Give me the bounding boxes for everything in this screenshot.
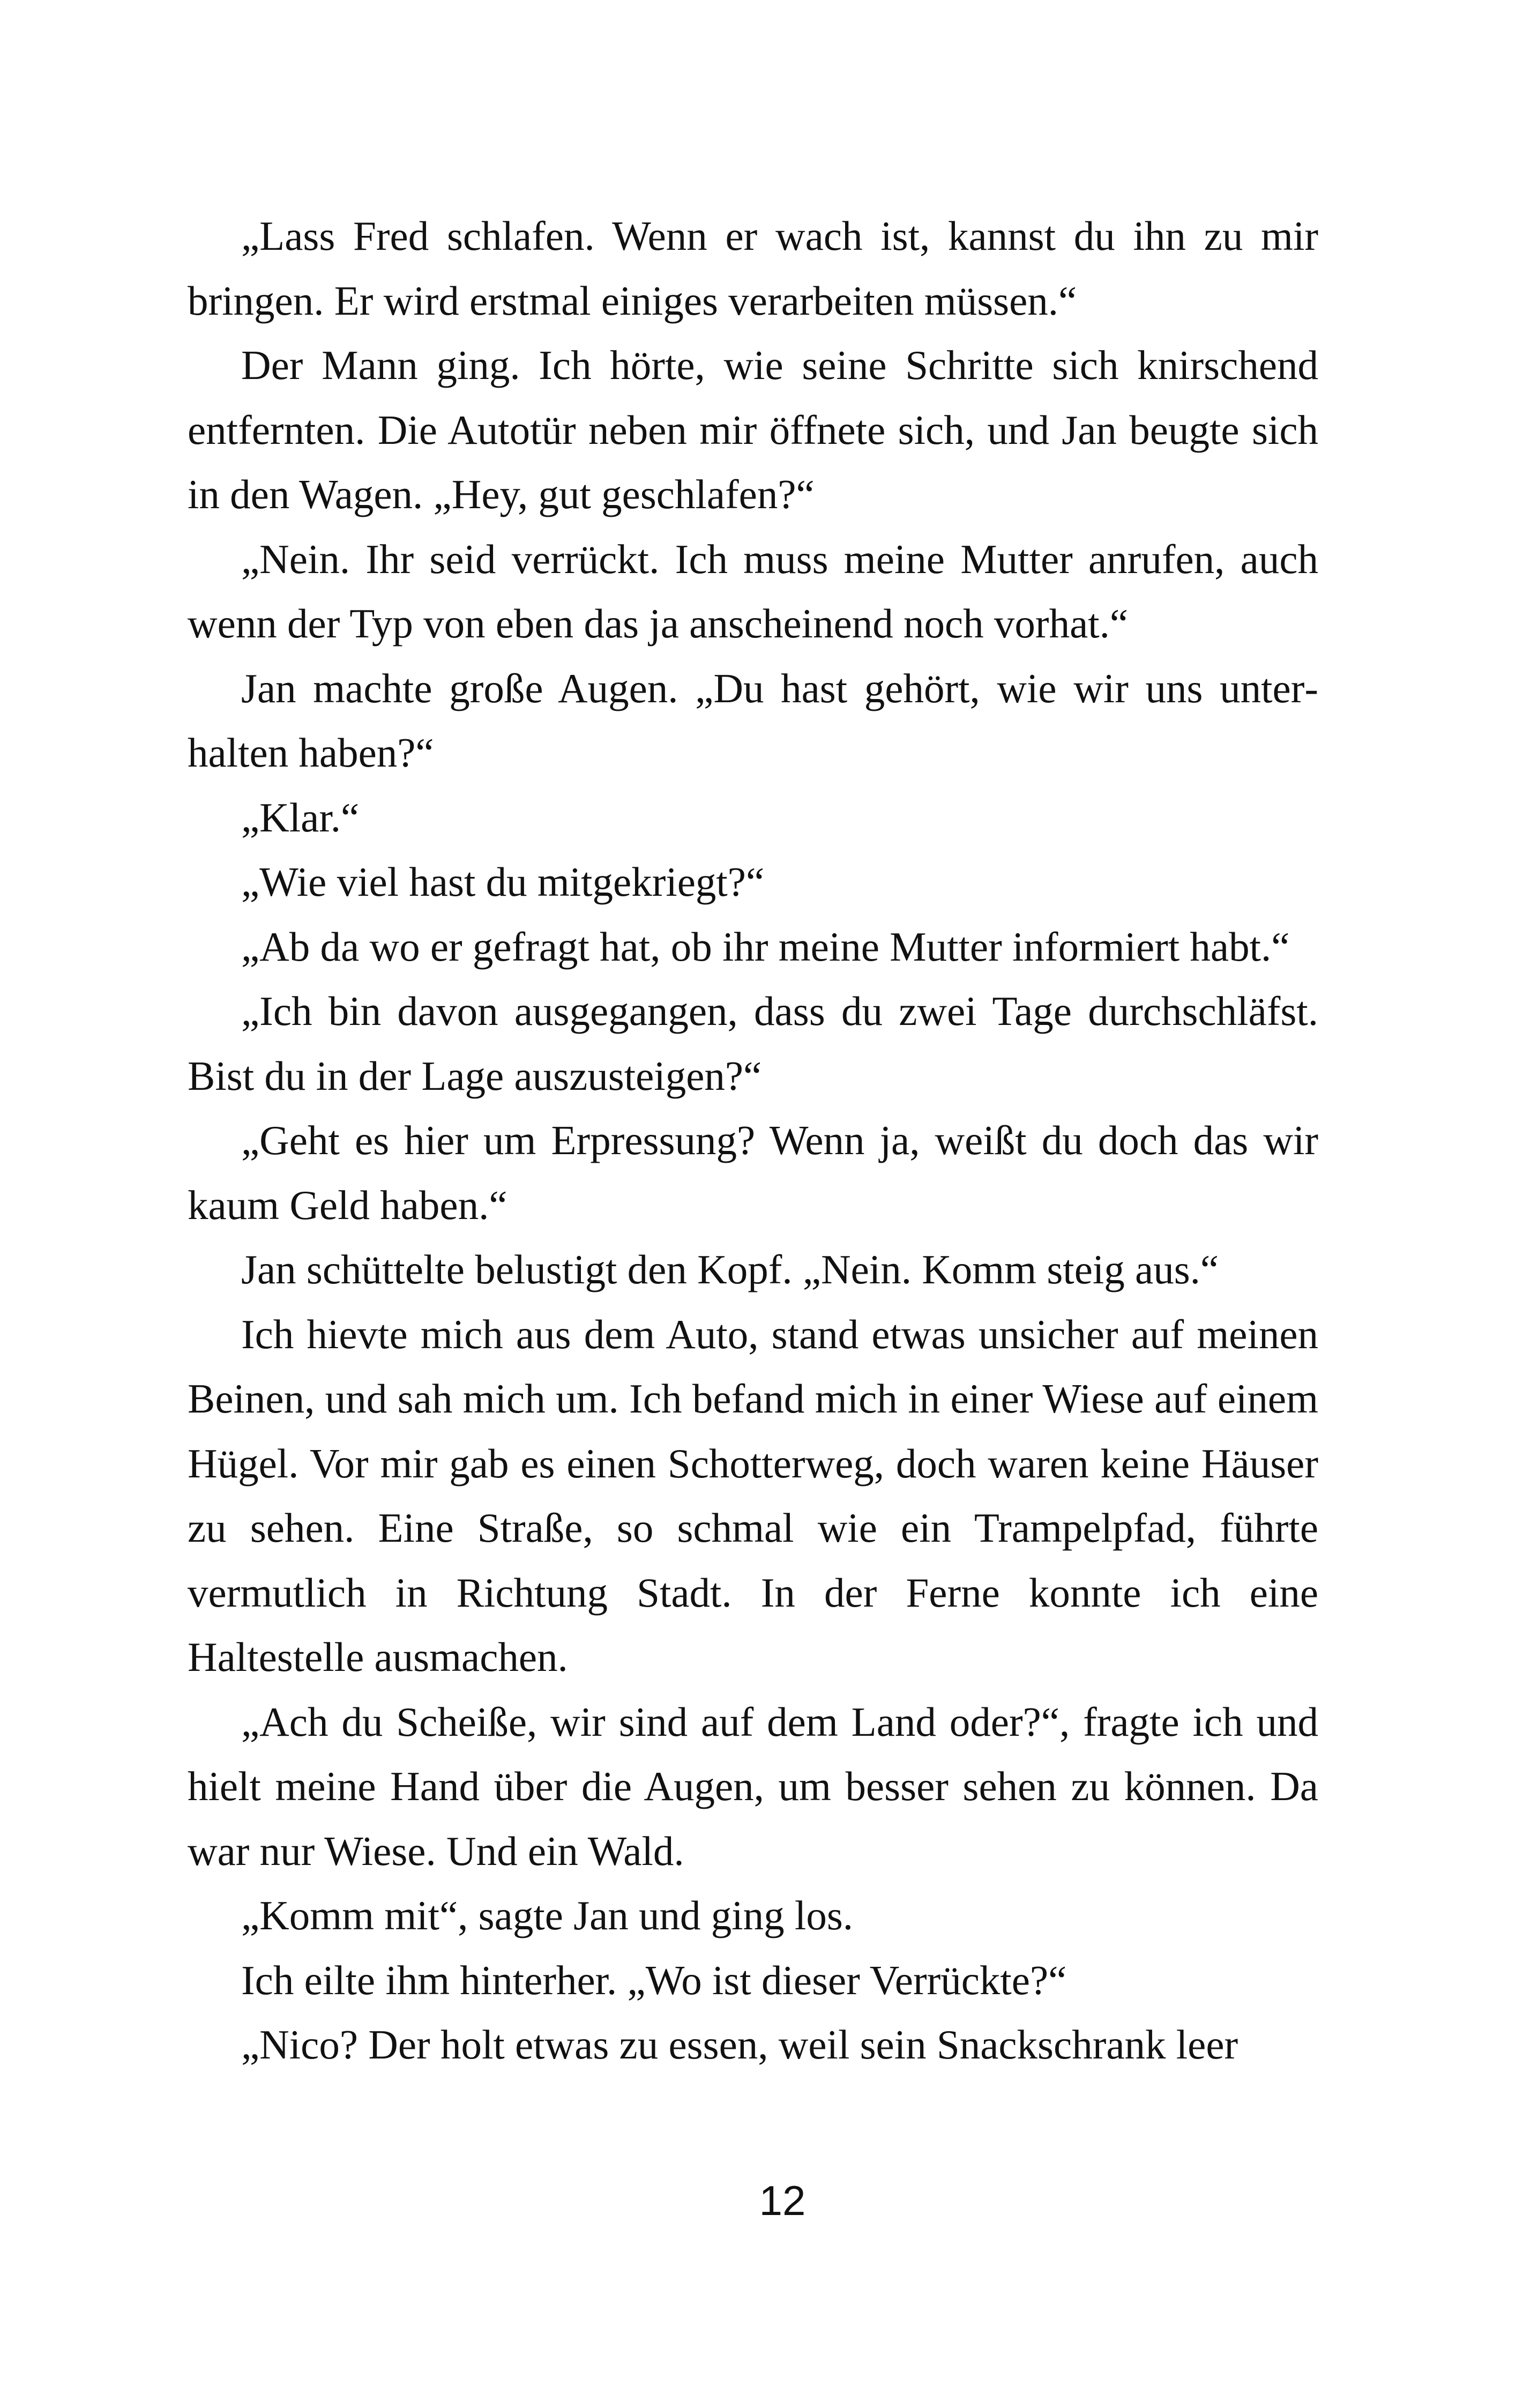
paragraph: Ich eilte ihm hinterher. „Wo ist dieser Verrückte?“	[241, 1957, 1067, 2003]
paragraph: „Nein. Ihr seid verrückt. Ich muss meine Mutter anrufen, auch wenn der Typ von eben das ja anscheinend noch vorhat.“	[188, 536, 1318, 646]
paragraph: Ich hievte mich aus dem Auto, stand etwas unsicher auf meinen Beinen, und sah mich um. Ich befand mich in einer Wiese auf einem Hügel. Vor mir gab es einen Schotterweg, doch waren keine Häuser zu sehen. Eine Straße, so schmal wie ein Trampelpfad, führte vermutlich in Richtung Stadt. In der Ferne konnte ich eine Haltestelle ausmachen.	[188, 1311, 1318, 1680]
paragraph: „Ab da wo er gefragt hat, ob ihr meine Mutter informiert habt.“	[241, 923, 1290, 970]
paragraph: Der Mann ging. Ich hörte, wie seine Schritte sich knirschend entfernten. Die Autotür neben mir öffnete sich, und Jan beugte sich in den Wagen. „Hey, gut geschlafen?“	[188, 342, 1318, 517]
paragraph: „Ich bin davon ausgegangen, dass du zwei Tage durchschläfst. Bist du in der Lage auszusteigen?“	[188, 988, 1318, 1099]
paragraph: „Ach du Scheiße, wir sind auf dem Land oder?“, fragte ich und hielt meine Hand über die Augen, um besser sehen zu können. Da war nur Wiese. Und ein Wald.	[188, 1698, 1318, 1874]
paragraph: Jan machte große Augen. „Du hast gehört, wie wir uns unterhalten haben?“	[188, 665, 1318, 776]
paragraph: Jan schüttelte belustigt den Kopf. „Nein. Komm steig aus.“	[241, 1246, 1219, 1292]
page-number: 12	[759, 2177, 806, 2224]
paragraph: „Wie viel hast du mitgekriegt?“	[241, 859, 765, 905]
paragraph: „Klar.“	[241, 794, 360, 841]
paragraph: „Geht es hier um Erpressung? Wenn ja, weißt du doch das wir kaum Geld haben.“	[188, 1117, 1318, 1228]
paragraph: „Lass Fred schlafen. Wenn er wach ist, kannst du ihn zu mir bringen. Er wird erstmal einiges verarbeiten müssen.“	[188, 213, 1318, 324]
paragraph: „Nico? Der holt etwas zu essen, weil sein Snackschrank leer	[241, 2021, 1238, 2068]
body-text	[188, 204, 1318, 2077]
paragraph: „Komm mit“, sagte Jan und ging los.	[241, 1892, 854, 1938]
